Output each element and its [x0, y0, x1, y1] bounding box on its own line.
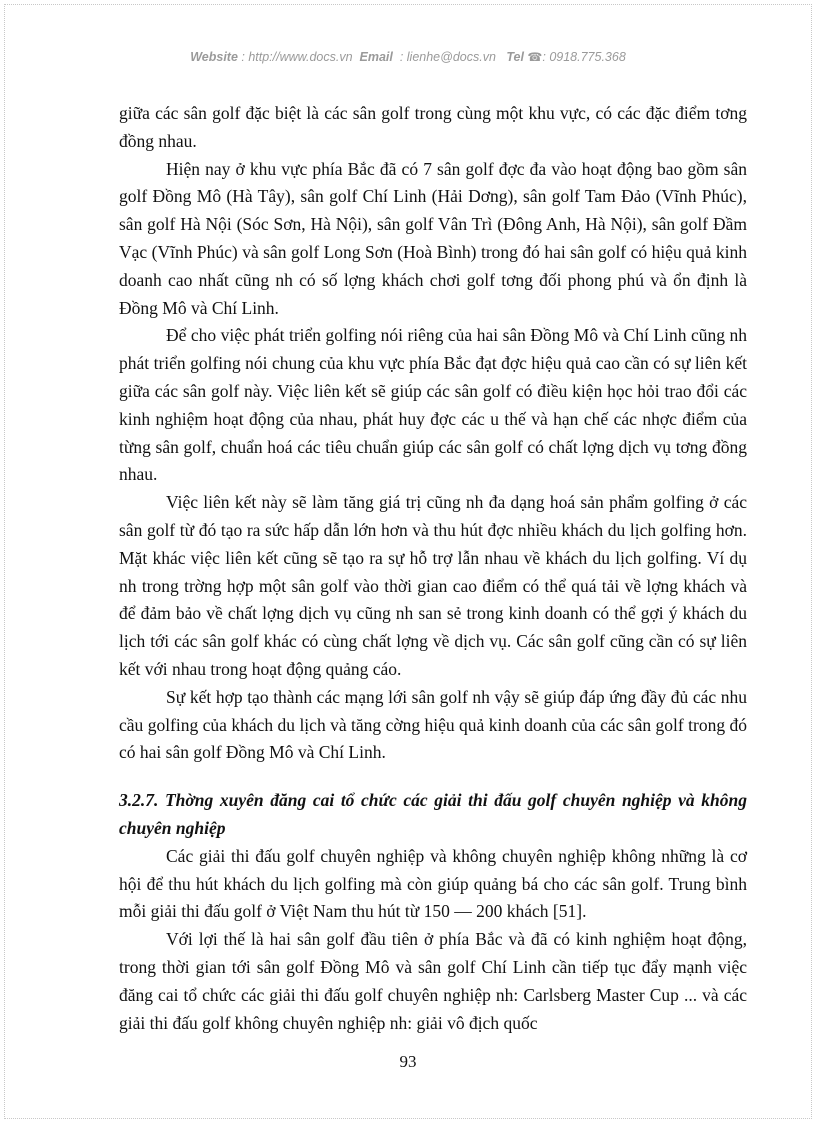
paragraph: Để cho việc phát triển golfing nói riêng của hai sân Đồng Mô và Chí Linh cũng nh phát triển golfing nói chung của khu vực phía Bắc đạt đợc hiệu quả cao cần có sự liên kết giữa các sân golf này. Việc liên kết sẽ giúp các sân golf có điều kiện học hỏi trao đổi các kinh nghiệm hoạt động của nhau, phát huy đợc các u thế và hạn chế các nhợc điểm của từng sân golf, chuẩn hoá các tiêu chuẩn giúp các sân golf có chất lợng dịch vụ tơng đồng nhau.	[119, 325, 747, 485]
tel-value: : 0918.775.368	[542, 50, 626, 64]
website-url: : http://www.docs.vn	[241, 50, 353, 64]
page-header	[0, 50, 816, 64]
paragraph: Với lợi thế là hai sân golf đầu tiên ở phía Bắc và đã có kinh nghiệm hoạt động, trong thời gian tới sân golf Đồng Mô và sân golf Chí Linh cần tiếp tục đẩy mạnh việc đăng cai tổ chức các giải thi đấu golf chuyên nghiệp nh: Carlsberg Master Cup ... và các giải thi đấu golf không chuyên nghiệp nh: giải vô địch quốc	[119, 929, 747, 1033]
section-heading: 3.2.7. Thờng xuyên đăng cai tổ chức các giải thi đấu golf chuyên nghiệp và không chuyên nghiệp	[119, 790, 747, 838]
email-value: : lienhe@docs.vn	[399, 50, 496, 64]
phone-icon: ☎	[527, 50, 543, 64]
paragraph: Việc liên kết này sẽ làm tăng giá trị cũng nh đa dạng hoá sản phẩm golfing ở các sân golf từ đó tạo ra sức hấp dẫn lớn hơn và thu hút đợc nhiều khách du lịch golfing hơn. Mặt khác việc liên kết cũng sẽ tạo ra sự hỗ trợ lẫn nhau về khách du lịch golfing. Ví dụ nh trong trờng hợp một sân golf vào thời gian cao điểm có thể quá tải về lợng khách và để đảm bảo về chất lợng dịch vụ cũng nh san sẻ trong kinh doanh có thể gợi ý khách du lịch tới các sân golf khác có cùng chất lợng về dịch vụ. Các sân golf cũng cần có sự liên kết với nhau trong hoạt động quảng cáo.	[119, 492, 747, 679]
website-label: Website	[190, 50, 238, 64]
paragraph: Các giải thi đấu golf chuyên nghiệp và không chuyên nghiệp không những là cơ hội để thu hút khách du lịch golfing mà còn giúp quảng bá cho các sân golf. Trung bình mỗi giải thi đấu golf ở Việt Nam thu hút từ 150 — 200 khách [51].	[119, 845, 747, 922]
paragraph: Hiện nay ở khu vực phía Bắc đã có 7 sân golf đợc đa vào hoạt động bao gồm sân golf Đồng Mô (Hà Tây), sân golf Chí Linh (Hải Dơng), sân golf Tam Đảo (Vĩnh Phúc), sân golf Hà Nội (Sóc Sơn, Hà Nội), sân golf Vân Trì (Đông Anh, Hà Nội), sân golf Đầm Vạc (Vĩnh Phúc) và sân golf Long Sơn (Hoà Bình) trong đó hai sân golf có hiệu quả kinh doanh cao nhất cũng nh có số lợng khách chơi golf tơng đối phong phú và ổn định là Đồng Mô và Chí Linh.	[119, 158, 747, 318]
tel-label: Tel	[506, 50, 524, 64]
email-label: Email	[359, 50, 393, 64]
paragraph: Sự kết hợp tạo thành các mạng lới sân golf nh vậy sẽ giúp đáp ứng đầy đủ các nhu cầu golfing của khách du lịch và tăng cờng hiệu quả kinh doanh của các sân golf trong đó có hai sân golf Đồng Mô và Chí Linh.	[119, 686, 747, 763]
page-content	[119, 100, 747, 1037]
paragraph: giữa các sân golf đặc biệt là các sân golf trong cùng một khu vực, có các đặc điểm tơng đồng nhau.	[119, 103, 747, 151]
page-number: 93	[399, 1052, 417, 1071]
